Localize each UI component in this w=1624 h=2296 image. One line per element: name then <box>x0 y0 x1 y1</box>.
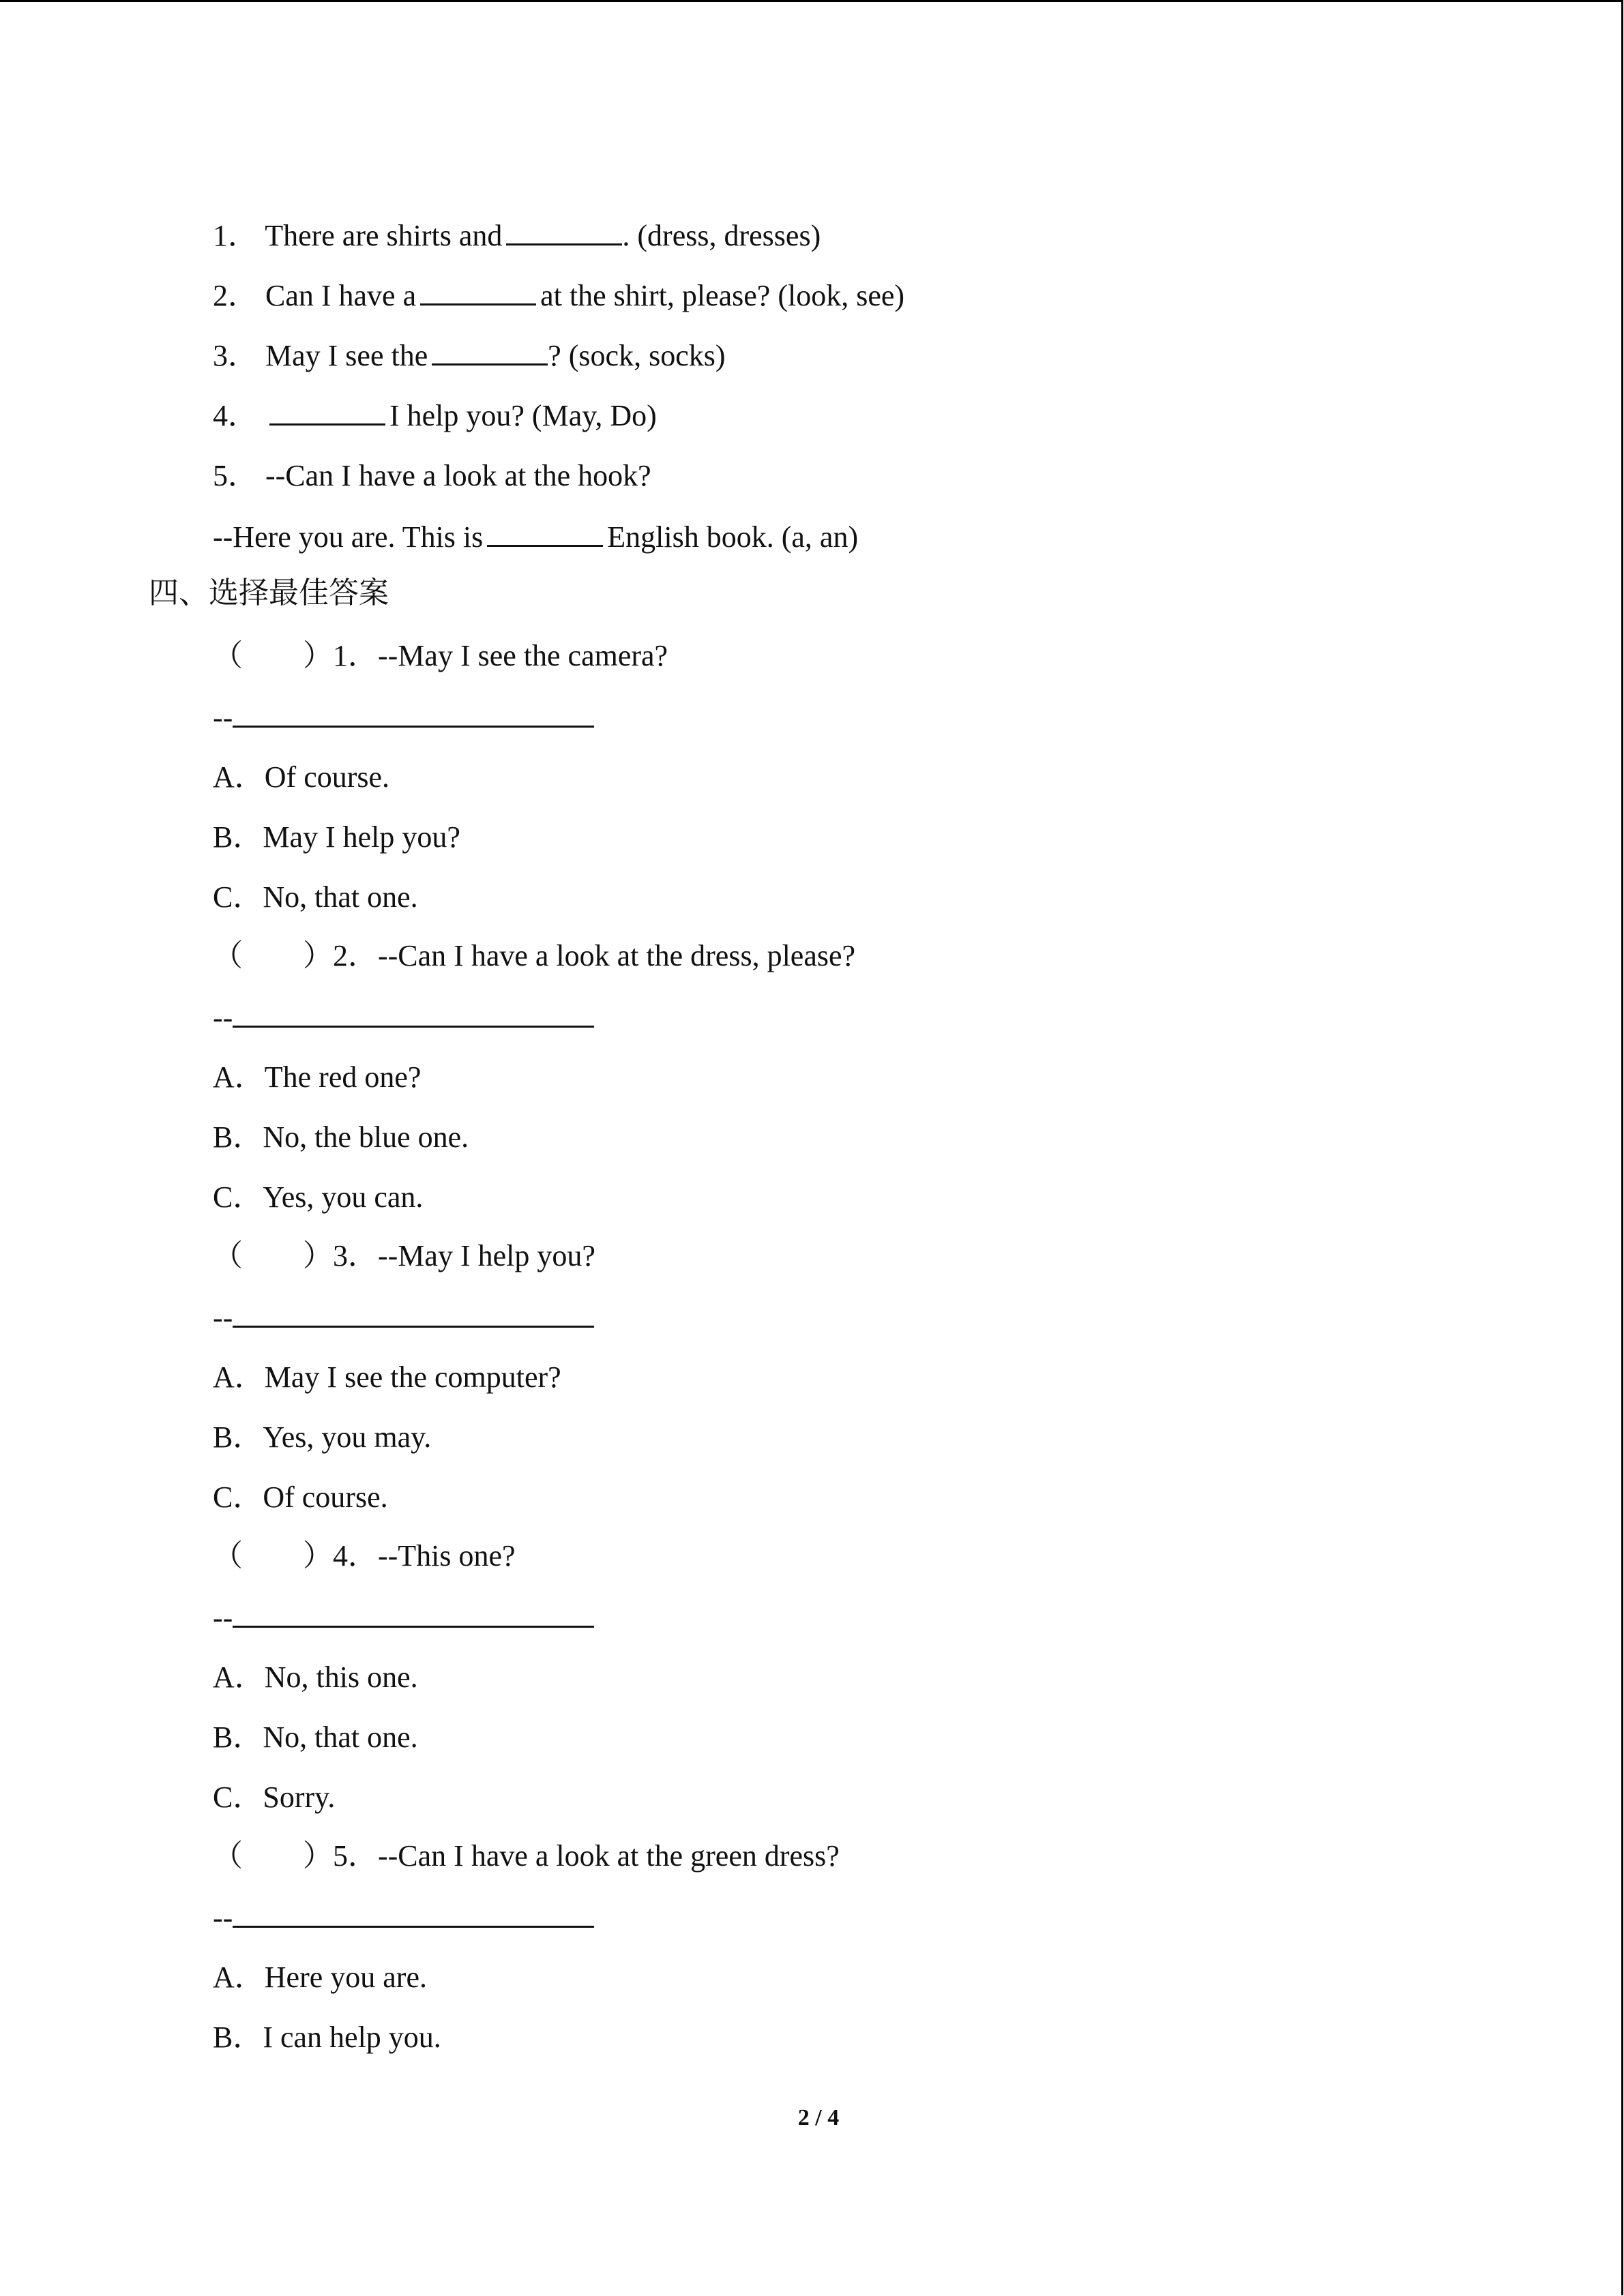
fill-in-item-4: 4． I help you? (May, Do) <box>213 399 657 432</box>
question-1-reply: -- <box>213 698 594 737</box>
question-1: （ ）1．--May I see the camera? <box>213 639 668 672</box>
question-2-option-b: B．No, the blue one. <box>213 1120 469 1154</box>
question-5-option-b: B．I can help you. <box>213 2021 441 2054</box>
answer-blank[interactable] <box>269 398 385 426</box>
answer-bracket[interactable]: （ ） <box>213 939 333 972</box>
question-4-reply: -- <box>213 1598 594 1637</box>
question-3: （ ）3．--May I help you? <box>213 1239 595 1272</box>
question-4-option-a: A．No, this one. <box>213 1660 418 1694</box>
question-3-reply: -- <box>213 1298 594 1337</box>
answer-line[interactable] <box>233 1298 594 1328</box>
question-4: （ ）4．--This one? <box>213 1539 516 1572</box>
question-5-reply: -- <box>213 1898 594 1937</box>
answer-blank[interactable] <box>432 338 548 366</box>
question-5: （ ）5．--Can I have a look at the green dress? <box>213 1839 840 1873</box>
answer-line[interactable] <box>233 1898 594 1928</box>
question-1-option-c: C．No, that one. <box>213 880 418 914</box>
answer-bracket[interactable]: （ ） <box>213 1539 333 1572</box>
question-1-option-a: A．Of course. <box>213 760 390 794</box>
answer-bracket[interactable]: （ ） <box>213 639 333 672</box>
answer-bracket[interactable]: （ ） <box>213 1239 333 1272</box>
question-2: （ ）2．--Can I have a look at the dress, please? <box>213 939 856 972</box>
question-5-option-a: A．Here you are. <box>213 1960 427 1994</box>
fill-in-item-3: 3． May I see the ? (sock, socks) <box>213 339 726 372</box>
question-1-option-b: B．May I help you? <box>213 820 460 854</box>
answer-bracket[interactable]: （ ） <box>213 1839 333 1873</box>
answer-line[interactable] <box>233 1598 594 1628</box>
answer-blank[interactable] <box>487 519 603 547</box>
fill-in-item-1: 1． There are shirts and . (dress, dresses) <box>213 219 821 252</box>
question-4-option-b: B．No, that one. <box>213 1720 418 1754</box>
answer-blank[interactable] <box>420 278 536 305</box>
answer-blank[interactable] <box>506 218 622 245</box>
section-title: 四、选择最佳答案 <box>149 576 389 610</box>
question-2-option-c: C．Yes, you can. <box>213 1180 424 1214</box>
question-4-option-c: C．Sorry. <box>213 1780 336 1814</box>
question-2-reply: -- <box>213 998 594 1037</box>
question-3-option-b: B．Yes, you may. <box>213 1420 432 1454</box>
fill-in-item-5-reply: --Here you are. This is English book. (a, an) <box>213 520 859 554</box>
answer-line[interactable] <box>233 998 594 1028</box>
question-3-option-c: C．Of course. <box>213 1480 388 1514</box>
answer-line[interactable] <box>233 698 594 728</box>
fill-in-item-5: 5． --Can I have a look at the hook? <box>213 459 651 492</box>
question-3-option-a: A．May I see the computer? <box>213 1360 561 1394</box>
fill-in-item-2: 2． Can I have a at the shirt, please? (look, see) <box>213 279 905 312</box>
question-2-option-a: A．The red one? <box>213 1060 422 1094</box>
page-number: 2 / 4 <box>797 2105 840 2130</box>
